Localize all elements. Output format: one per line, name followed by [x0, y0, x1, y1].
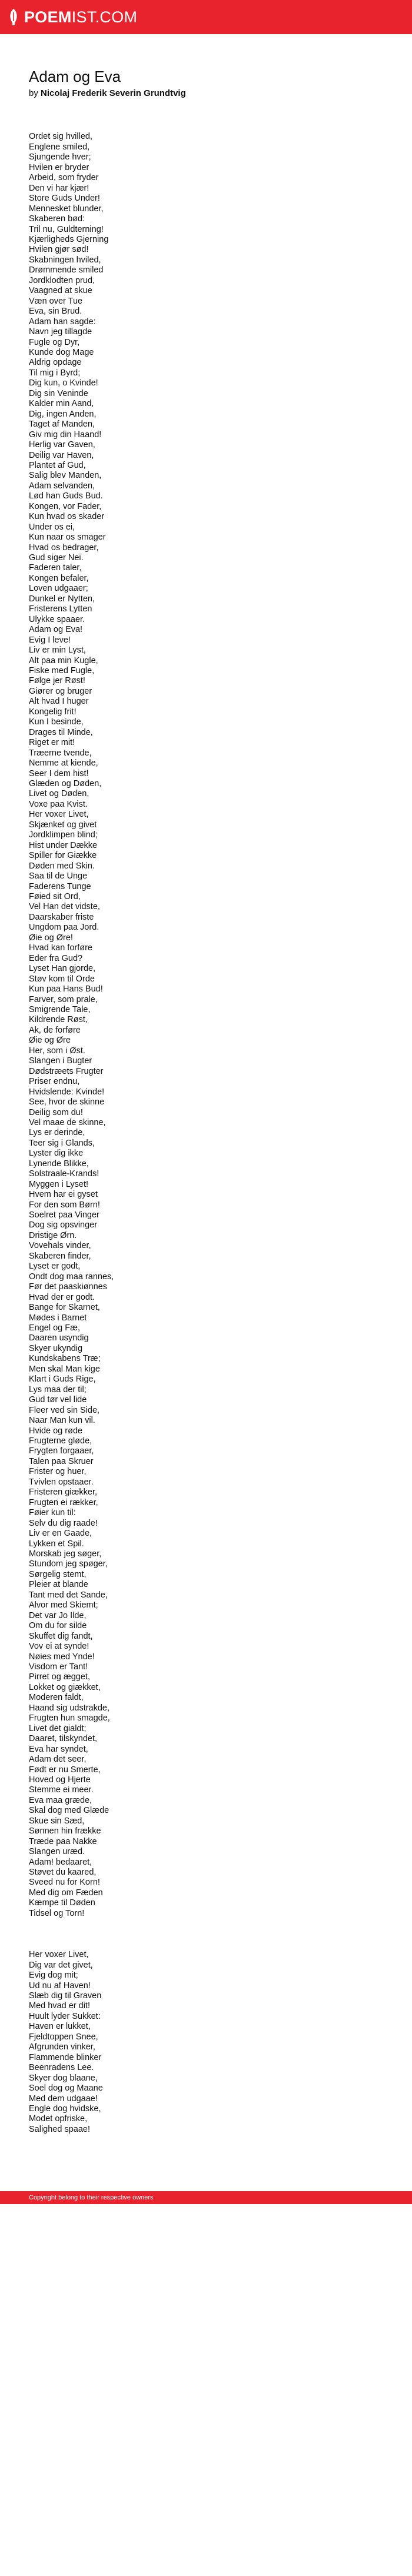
site-footer [0, 2191, 412, 2204]
site-logo[interactable] [24, 8, 137, 26]
logo-bold-text: POEM [24, 8, 72, 26]
poem-author-link[interactable]: Nicolaj Frederik Severin Grundtvig [41, 88, 186, 98]
poem-stanza: Her voxer Livet, Dig var det givet, Evig dog mit; Ud nu af Haven! Slæb dig til Graven Med hvad er dit! Huult lyder Sukket: Haven er lukket, Fjeldtoppen Snee, Afgrunden vinker, Flammende blinker Beenradens Lee. Skyer dog blaane, Soel dog og Maane Med dem udgaae! Engle dog hvidske, Modet opfriske, Salighed spaae! [29, 1950, 103, 2134]
copyright-text: Copyright belong to their respective owners [29, 2194, 154, 2201]
quill-pen-icon [8, 8, 19, 26]
poem-body [29, 122, 383, 2145]
poem-title: Adam og Eva [29, 68, 121, 85]
stanza-gap [29, 1929, 383, 1940]
logo-rest-text: IST.COM [71, 8, 138, 26]
byline-prefix: by [29, 88, 41, 98]
poem-stanza: Ordet sig hvilled, Englene smiled, Sjungende hver; Hvilen er bryder Arbeid, som fryder Den vi har kjær! Store Guds Under! Mennesket blunder, Skaberen bød: Tril nu, Guldterning! Kjærligheds Gjerning Hvilen gjør sød! Skabningen hviled, Drømmende smiled Jordklodten prud, Vaagned at skue Væn over Tue Eva, sin Brud. Adam han sagde: Navn jeg tillagde Fugle og Dyr, Kunde dog Mage Aldrig opdage Til mig i Byrd; Dig kun, o Kvinde! Dig sin Veninde Kalder min Aand, Dig, ingen Anden, Taget af Manden, Giv mig din Haand! Herlig var Gaven, Deilig var Haven, Plantet af Gud, Salig blev Manden, Adam selvanden, Lød han Guds Bud. Kongen, vor Fader, Kun hvad os skader Under os ei, Kun naar os smager Hvad os bedrager, Gud siger Nei. Faderen taler, Kongen befaler, Loven udgaaer; Dunkel er Nytten, Fristerens Lytten Ulykke spaaer. Adam og Eva! Evig I leve! Liv er min Lyst, Alt paa min Kugle, Fiske med Fugle, Følge jer Røst! Giører og bruger Alt hvad I huger Kongelig frit! Kun I besinde, Drages til Minde, Riget er mit! Træerne tvende, Nemme at kiende, Seer I dem hist! Glæden og Døden, Livet og Døden, Voxe paa Kvist. Her voxer Livet, Skjænket og givet Jordklimpen blind; Hist under Dække Spiller for Giække Døden med Skin. Saa til de Unge Faderens Tunge Føied sit Ord, Vel Han det vidste, Daarskaber friste Ungdom paa Jord. Øie og Øre! Hvad kan forføre Eder fra Gud? Lyset Han gjorde, Støv kom til Orde Kun paa Hans Bud! Farver, som prale, Smigrende Tale, Kildrende Røst, Ak, de forføre Øie og Øre Her, som i Øst. Slangen i Bugter Dødstræets Frugter Priser endnu, Hvidslende: Kvinde! See, hvor de skinne Deilig som du! Vel maae de skinne, Lys er derinde, Teer sig i Glands, Lyster dig ikke Lynende Blikke, Solstraale-Krands! Myggen i Lyset! Hvem har ei gyset For den som Børn! Soelret paa Vinger Dog sig opsvinger Dristige Ørn. Vovehals vinder, Skaberen finder, Lyset er godt, Ondt dog maa rannes, Før det paaskiønnes Hvad der er godt. Bange for Skarnet, Mødes i Barnet Engel og Fæ, Daaren usyndig Skyer ukyndig Kundskabens Træ; Men skal Man kige Klart i Guds Rige, Lys maa der til; Gud tør vel lide Fleer ved sin Side, Naar Man kun vil. Hvide og røde Frugterne gløde, Frygten forgaaer, Talen paa Skruer Frister og huer, Tvivlen opstaaer. Fristeren giækker, Frugten ei rækker, Føier kun til: Selv du dig raade! Liv er en Gaade, Lykken et Spil. Morskab jeg søger, Stundom jeg spøger, Sørgelig stemt, Pleier at blande Tant med det Sande, Alvor med Skiemt; Det var Jo Ilde, Om du for silde Skuffet dig fandt, Vov ei at synde! Nøies med Ynde! Visdom er Tant! Pirret og ægget, Lokket og giækket, Moderen faldt, Haand sig udstrakde, Frugten hun smagde, Livet det gialdt; Daaret, tilskyndet, Eva har syndet, Adam det seer, Født er nu Smerte, Hoved og Hjerte Stemme ei meer. Eva maa græde, Skal dog med Glæde Skue sin Sæd, Sønnen hin frække Træde paa Nakke Slangen uræd. Adam! bedaaret, Støvet du kaared, Sveed nu for Korn! Med dig om Fæden Kæmpe til Døden Tidsel og Torn! [29, 132, 114, 1918]
poem-content [0, 34, 412, 2163]
site-header [0, 0, 412, 34]
poem-byline [29, 88, 383, 98]
